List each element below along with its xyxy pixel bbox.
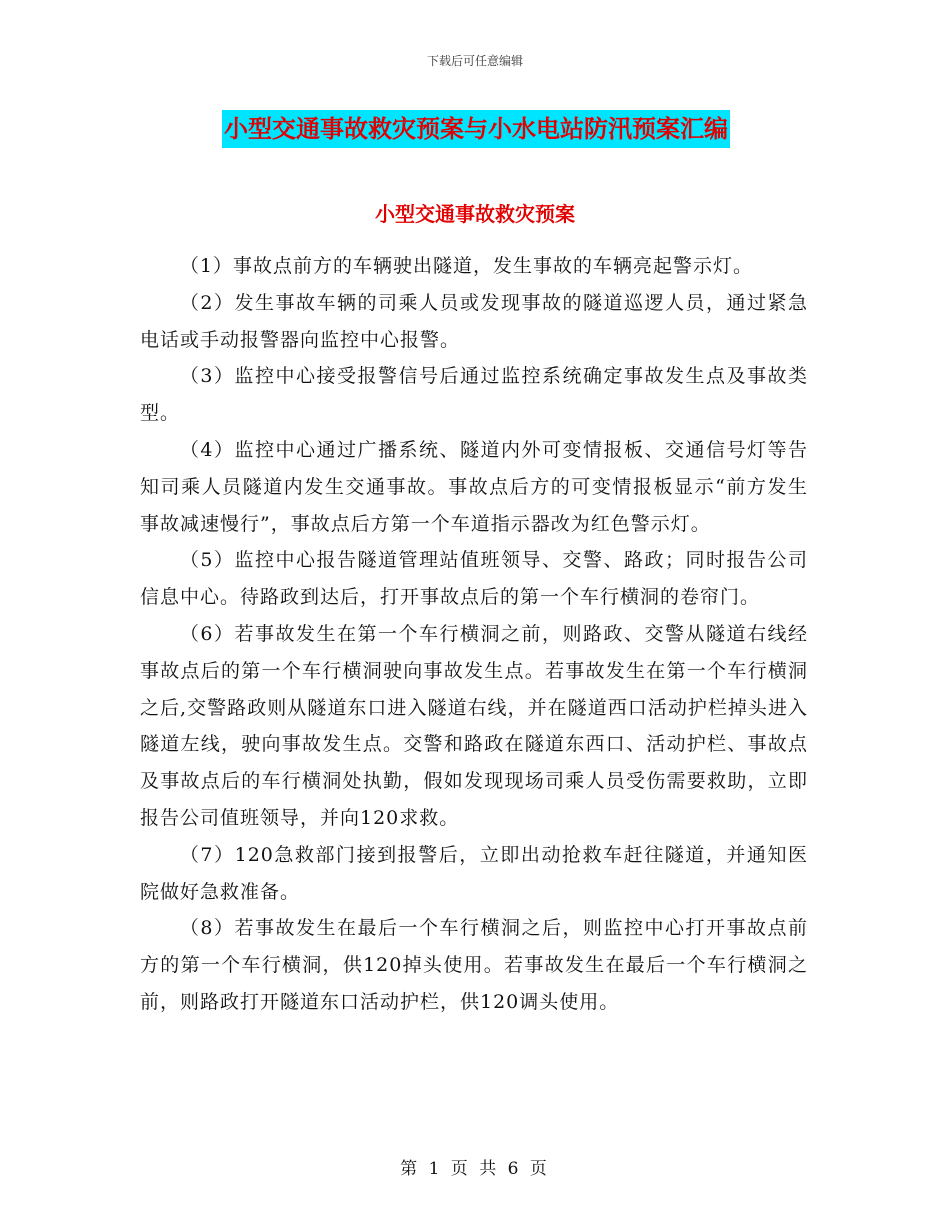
paragraph-8: （8）若事故发生在最后一个车行横洞之后，则监控中心打开事故点前方的第一个车行横洞，供120掉头使用。若事故发生在最后一个车行横洞之前，则路政打开隧道东口活动护栏，供120调头使用。 (140, 917, 808, 1013)
body-text (140, 248, 808, 1021)
header-note: 下载后可任意编辑 (426, 54, 523, 68)
section-title: 小型交通事故救灾预案 (375, 202, 575, 226)
paragraph-7: （7）120急救部门接到报警后，立即出动抢救车赶往隧道，并通知医院做好急救准备。 (140, 843, 808, 903)
document-title: 小型交通事故救灾预案与小水电站防汛预案汇编 (222, 110, 730, 148)
paragraph-6: （6）若事故发生在第一个车行横洞之前，则路政、交警从隧道右线经事故点后的第一个车行横洞驶向事故发生点。若事故发生在第一个车行横洞之后,交警路政则从隧道东口进入隧道右线，并在隧道西口活动护栏掉头进入隧道左线，驶向事故发生点。交警和路政在隧道东西口、活动护栏、事故点及事故点后的车行横洞处执勤，假如发现现场司乘人员受伤需要救助，立即报告公司值班领导，并向120求救。 (140, 622, 808, 829)
paragraph-5: （5）监控中心报告隧道管理站值班领导、交警、路政；同时报告公司信息中心。待路政到达后，打开事故点后的第一个车行横洞的卷帘门。 (140, 549, 808, 609)
paragraph-2: （2）发生事故车辆的司乘人员或发现事故的隧道巡逻人员，通过紧急电话或手动报警器向监控中心报警。 (140, 291, 808, 351)
paragraph-1: （1）事故点前方的车辆驶出隧道，发生事故的车辆亮起警示灯。 (179, 255, 753, 277)
page-footer: 第 1 页 共 6 页 (400, 1159, 550, 1179)
paragraph-4: （4）监控中心通过广播系统、隧道内外可变情报板、交通信号灯等告知司乘人员隧道内发生交通事故。事故点后方的可变情报板显示“前方发生事故减速慢行”，事故点后方第一个车道指示器改为红色警示灯。 (140, 438, 808, 535)
paragraph-3: （3）监控中心接受报警信号后通过监控系统确定事故发生点及事故类型。 (140, 365, 808, 425)
